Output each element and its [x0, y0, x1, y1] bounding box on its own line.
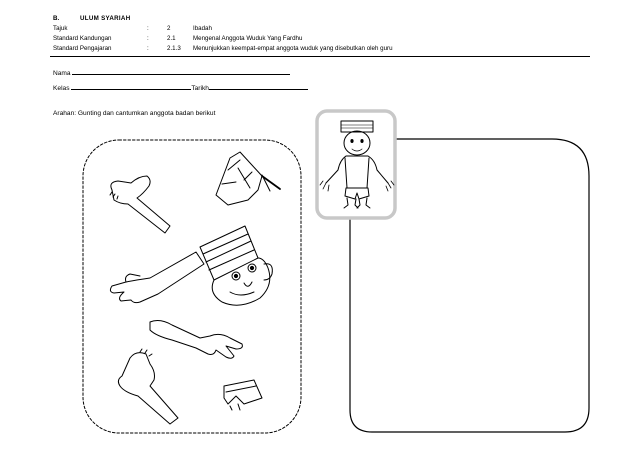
standard-pengajaran-label: Standard Pengajaran: [53, 45, 112, 52]
arm-piece-lower-icon: [150, 321, 242, 359]
subject-title: ULUM SYARIAH: [80, 15, 131, 22]
standard-pengajaran-colon: :: [147, 45, 149, 52]
tarikh-label: Tarikh: [191, 85, 209, 92]
kelas-label: Kelas: [53, 85, 70, 92]
standard-kandungan-label: Standard Kandungan: [53, 35, 112, 42]
head-piece-icon: [200, 226, 272, 305]
arm-piece-upper-icon: [110, 252, 204, 303]
reference-boy-icon: [317, 111, 395, 218]
tajuk-label: Tajuk: [53, 25, 68, 32]
nama-label: Nama: [53, 70, 71, 77]
tajuk-code: 2: [167, 25, 171, 32]
foot-piece-top-icon: [110, 176, 170, 233]
foot-piece-bottom-icon: [118, 349, 178, 424]
standard-kandungan-code: 2.1: [167, 35, 176, 42]
shorts-piece-icon: [224, 380, 262, 410]
standard-kandungan-text: Mengenal Anggota Wuduk Yang Fardhu: [193, 35, 303, 42]
instruction-text: Arahan: Gunting dan cantumkan anggota badan berikut: [53, 110, 216, 117]
section-letter: B.: [53, 15, 60, 22]
tajuk-colon: :: [147, 25, 149, 32]
standard-pengajaran-text: Menunjukkan keempat-empat anggota wuduk yang disebutkan oleh guru: [193, 45, 393, 52]
torso-piece-icon: [216, 152, 280, 205]
standard-pengajaran-code: 2.1.3: [167, 45, 181, 52]
tajuk-text: Ibadah: [193, 25, 212, 32]
standard-kandungan-colon: :: [147, 35, 149, 42]
